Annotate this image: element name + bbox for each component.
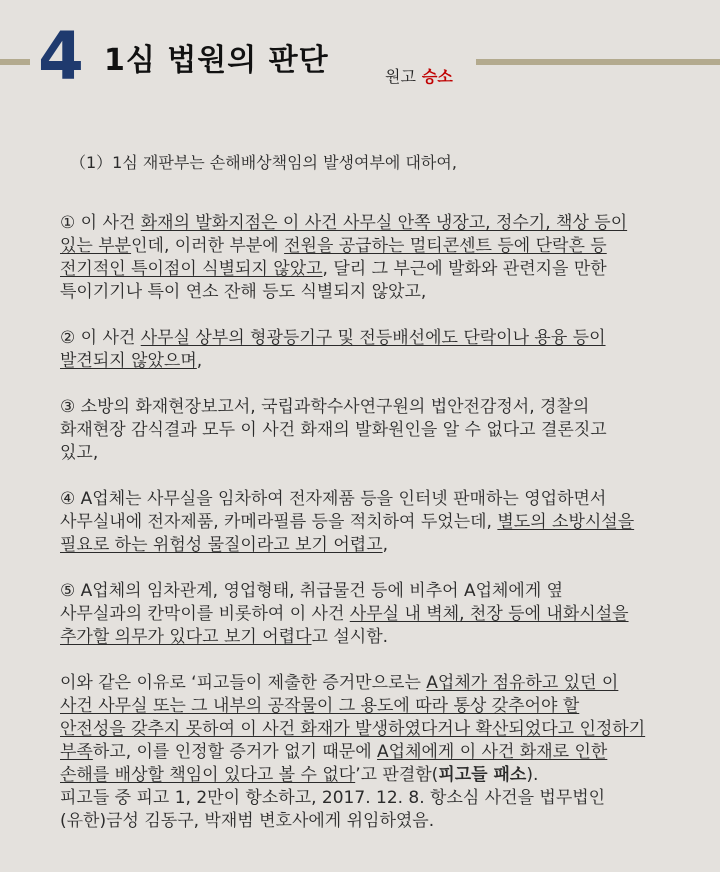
- p5-text-c: 고 설시함.: [311, 627, 389, 647]
- p1-text-e: , 달리 그 부근에 발화와 관련지을 만한 특이기기나 특이 연소 잔해 등도 식별되지 않았고,: [60, 259, 607, 302]
- p4-text-c: ,: [382, 535, 389, 555]
- p5-text-a: ⑤ A업체의 임차관계, 영업형태, 취급물건 등에 비추어 A업체에게 옆 사무실과의 칸막이를 비롯하여 이 사건: [60, 581, 564, 624]
- subtitle-result: 승소: [421, 67, 453, 86]
- p1-text-a: ① 이 사건: [60, 213, 141, 233]
- p6-text-g: ).: [526, 765, 539, 785]
- header-rule-left: [0, 59, 30, 65]
- p6-verdict: 피고들 패소: [438, 765, 527, 785]
- p6-text-c: 하고, 이를 인정할 증거가 없기 때문에: [92, 742, 378, 762]
- p6-text-a: 이와 같은 이유로 ‘피고들이 제출한 증거만으로는: [60, 673, 427, 693]
- section-subtitle: [385, 69, 453, 85]
- p1-underline-b: 화재의 발화지점은 이 사건 사무실 안쪽 냉장고, 정수기, 책상 등이 있는 부분: [60, 213, 628, 256]
- p4-text-a: ④ A업체는 사무실을 임차하여 전자제품 등을 인터넷 판매하는 영업하면서 사무실내에 전자제품, 카메라필름 등을 적치하여 두었는데,: [60, 489, 607, 532]
- p2-underline-b: 사무실 상부의 형광등기구 및 전등배선에도 단락이나 용융 등이 발견되지 않았으며: [60, 328, 606, 371]
- p6-underline-b: A업체가 점유하고 있던 이 사건 사무실 또는 그 내부의 공작물이 그 용도에 따라 통상 갖추어야 할 안전성을 갖추지 못하여 이 사건 화재가 발생하였다거나 확산되었다고 인정하기 부족: [60, 673, 646, 762]
- paragraph-1: [60, 212, 646, 304]
- body-text: [60, 212, 646, 833]
- p5-underline-b: 사무실 내 벽체, 천장 등에 내화시설을 추가할 의무가 있다고 보기 어렵다: [60, 604, 629, 647]
- p4-underline-b: 별도의 소방시설을 필요로 하는 위험성 물질이라고 보기 어렵고: [60, 512, 635, 555]
- paragraph-6: [60, 672, 646, 787]
- paragraph-4: [60, 488, 646, 557]
- p2-text-c: ,: [196, 351, 203, 371]
- section-title: 1심 법원의 판단: [104, 43, 329, 78]
- subtitle-party: 원고: [385, 67, 416, 86]
- paragraph-7: 피고들 중 피고 1, 2만이 항소하고, 2017. 12. 8. 항소심 사건을 법무법인(유한)금성 김동구, 박재범 변호사에게 위임하였음.: [60, 788, 606, 831]
- p6-underline-d: A업체에게 이 사건 화재로 인한 손해를 배상할 책임이 있다고 볼 수 없다: [60, 742, 608, 785]
- intro-line: （1）1심 재판부는 손해배상책임의 발생여부에 대하여,: [70, 153, 457, 172]
- paragraph-5: [60, 580, 646, 649]
- paragraph-3: ③ 소방의 화재현장보고서, 국립과학수사연구원의 법안전감정서, 경찰의 화재현장 감식결과 모두 이 사건 화재의 발화원인을 알 수 없다고 결론짓고 있고,: [60, 397, 607, 463]
- paragraph-2: [60, 327, 646, 373]
- section-number: 4: [38, 18, 84, 95]
- header-rule-right: [476, 59, 720, 65]
- p6-text-e: ’고 판결함(: [355, 765, 439, 785]
- p1-text-c: 인데, 이러한 부분에: [131, 236, 285, 256]
- p1-underline-d: 전원을 공급하는 멀티콘센트 등에 단락흔 등 전기적인 특이점이 식별되지 않았고: [60, 236, 607, 279]
- p2-text-a: ② 이 사건: [60, 328, 141, 348]
